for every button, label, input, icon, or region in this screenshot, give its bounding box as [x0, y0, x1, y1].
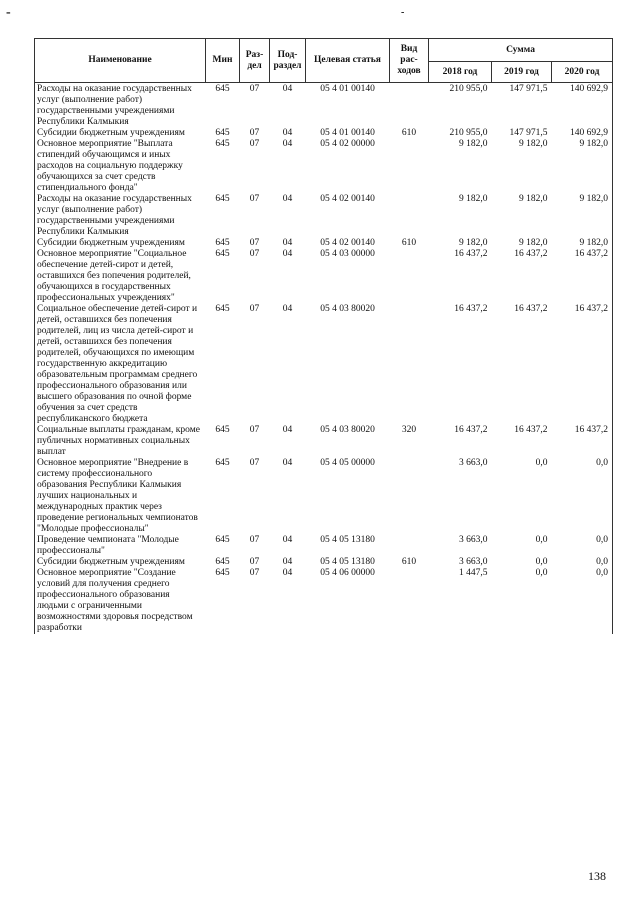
table-row [35, 238, 613, 249]
cell-vid [390, 568, 429, 634]
cell-sum-2018: 16 437,2 [454, 304, 488, 314]
cell-name: Субсидии бюджетным учреждениям [37, 128, 185, 138]
header-min: Мин [206, 39, 240, 83]
cell-name: Проведение чемпионата "Молодые профессионалы" [37, 535, 179, 556]
cell-razdel: 07 [249, 84, 260, 94]
cell-target: 05 4 03 80020 [320, 425, 375, 435]
cell-sum-2020: 9 182,0 [579, 238, 609, 248]
cell-razdel: 07 [249, 249, 260, 259]
cell-razdel: 07 [249, 194, 260, 204]
cell-razdel: 07 [249, 458, 260, 468]
cell-sum-2020: 16 437,2 [574, 425, 609, 435]
cell-razdel: 07 [249, 535, 260, 545]
cell-target: 05 4 02 00140 [320, 238, 375, 248]
cell-name: Субсидии бюджетным учреждениям [37, 557, 185, 567]
cell-target: 05 4 02 00140 [320, 194, 375, 204]
cell-podrazdel: 04 [282, 128, 293, 138]
cell-name: Основное мероприятие "Создание условий для получения среднего профессионального образования людьми с ограниченными возможностями здоровья посредством разработки [37, 568, 193, 633]
header-vid: Вид рас-ходов [390, 39, 429, 83]
cell-sum-2019: 0,0 [535, 535, 548, 545]
table-row [35, 425, 613, 458]
cell-sum-2019: 16 437,2 [514, 304, 548, 314]
cell-vid [390, 458, 429, 535]
table-body [35, 83, 613, 635]
header-razdel: Раз-дел [240, 39, 270, 83]
cell-sum-2018: 16 437,2 [454, 249, 488, 259]
page-number: 138 [588, 869, 606, 883]
cell-sum-2020: 140 692,9 [570, 128, 609, 138]
header-podrazdel: Под-раздел [270, 39, 306, 83]
cell-sum-2019: 0,0 [535, 557, 548, 567]
cell-podrazdel: 04 [282, 238, 293, 248]
cell-sum-2019: 9 182,0 [519, 238, 548, 248]
cell-podrazdel: 04 [282, 304, 293, 314]
cell-vid [390, 249, 429, 304]
cell-min: 645 [215, 425, 230, 435]
cell-vid [390, 535, 429, 557]
scan-mark-left: - [6, 5, 11, 20]
table-row [35, 194, 613, 238]
cell-min: 645 [215, 238, 230, 248]
cell-sum-2020: 16 437,2 [574, 249, 609, 259]
header-name: Наименование [35, 39, 206, 83]
cell-razdel: 07 [249, 238, 260, 248]
table-row [35, 249, 613, 304]
cell-target: 05 4 05 13180 [320, 535, 375, 545]
cell-min: 645 [215, 535, 230, 545]
cell-podrazdel: 04 [282, 557, 293, 567]
table-row [35, 139, 613, 194]
cell-podrazdel: 04 [282, 84, 293, 94]
cell-min: 645 [215, 458, 230, 468]
cell-sum-2020: 16 437,2 [574, 304, 609, 314]
cell-min: 645 [215, 194, 230, 204]
cell-name: Социальное обеспечение детей-сирот и детей, оставшихся без попечения родителей, лиц из числа детей-сирот и детей, оставшихся без попечения родителей, обучающихся по имеющим государственную аккредитацию образовательным программам среднего профессионального образования или высшего образования по очной форме обучения за счет средств республиканского бюджета [37, 304, 198, 424]
cell-podrazdel: 04 [282, 568, 293, 578]
cell-sum-2018: 1 447,5 [459, 568, 488, 578]
cell-target: 05 4 01 00140 [320, 84, 375, 94]
header-year-2019: 2019 год [492, 62, 552, 83]
cell-sum-2019: 16 437,2 [514, 425, 548, 435]
cell-vid: 320 [401, 425, 417, 435]
cell-target: 05 4 05 13180 [320, 557, 375, 567]
table-row [35, 568, 613, 634]
cell-name: Основное мероприятие "Выплата стипендий обучающимся и иных расходов на социальную поддержку обучающихся за счет средств стипендиального фонда" [37, 139, 183, 193]
cell-min: 645 [215, 568, 230, 578]
cell-sum-2019: 147 971,5 [509, 84, 548, 94]
table-row [35, 128, 613, 139]
header-sum: Сумма [429, 39, 613, 62]
cell-sum-2020: 0,0 [596, 557, 609, 567]
cell-sum-2018: 9 182,0 [459, 238, 488, 248]
scan-mark-center: - [401, 7, 405, 18]
cell-name: Расходы на оказание государственных услуг (выполнение работ) государственными учреждениями Республики Калмыкия [37, 84, 192, 127]
table-row [35, 458, 613, 535]
table-row [35, 304, 613, 425]
cell-target: 05 4 03 80020 [320, 304, 375, 314]
cell-podrazdel: 04 [282, 458, 293, 468]
cell-vid: 610 [401, 238, 417, 248]
header-year-2018: 2018 год [429, 62, 492, 83]
cell-sum-2019: 0,0 [535, 568, 548, 578]
cell-min: 645 [215, 139, 230, 149]
header-target: Целевая статья [306, 39, 390, 83]
cell-vid: 610 [401, 557, 417, 567]
cell-vid [390, 304, 429, 425]
cell-target: 05 4 05 00000 [320, 458, 375, 468]
cell-vid: 610 [401, 128, 417, 138]
cell-vid [390, 139, 429, 194]
cell-sum-2020: 0,0 [596, 535, 609, 545]
cell-podrazdel: 04 [282, 139, 293, 149]
cell-sum-2018: 16 437,2 [454, 425, 488, 435]
cell-razdel: 07 [249, 425, 260, 435]
cell-target: 05 4 03 00000 [320, 249, 375, 259]
cell-sum-2020: 0,0 [596, 458, 609, 468]
cell-sum-2018: 210 955,0 [449, 128, 488, 138]
cell-sum-2018: 9 182,0 [459, 139, 488, 149]
cell-sum-2018: 3 663,0 [459, 557, 488, 567]
cell-razdel: 07 [249, 128, 260, 138]
cell-sum-2019: 9 182,0 [519, 139, 548, 149]
header-year-2020: 2020 год [552, 62, 613, 83]
table-row [35, 83, 613, 129]
cell-sum-2020: 0,0 [596, 568, 609, 578]
table-header [35, 39, 613, 83]
cell-name: Основное мероприятие "Социальное обеспечение детей-сирот и детей, оставшихся без попечения родителей, обучающихся в государственных профессиональных учреждениях" [37, 249, 191, 303]
cell-vid [390, 83, 429, 129]
budget-table [34, 38, 613, 634]
cell-min: 645 [215, 128, 230, 138]
cell-name: Основное мероприятие "Внедрение в систему профессионального образования Республики Калмыкия лучших национальных и международных практик через проведение региональных чемпионатов "Молодые профессионалы" [37, 458, 198, 534]
cell-sum-2019: 0,0 [535, 458, 548, 468]
cell-sum-2020: 9 182,0 [579, 139, 609, 149]
cell-target: 05 4 02 00000 [320, 139, 375, 149]
cell-target: 05 4 06 00000 [320, 568, 375, 578]
cell-name: Социальные выплаты гражданам, кроме публичных нормативных социальных выплат [37, 425, 200, 457]
cell-min: 645 [215, 304, 230, 314]
table-row [35, 557, 613, 568]
cell-vid [390, 194, 429, 238]
cell-sum-2019: 9 182,0 [519, 194, 548, 204]
cell-min: 645 [215, 249, 230, 259]
cell-razdel: 07 [249, 304, 260, 314]
cell-sum-2020: 140 692,9 [570, 84, 609, 94]
cell-podrazdel: 04 [282, 425, 293, 435]
cell-podrazdel: 04 [282, 535, 293, 545]
cell-min: 645 [215, 84, 230, 94]
cell-sum-2019: 147 971,5 [509, 128, 548, 138]
cell-sum-2018: 3 663,0 [459, 535, 488, 545]
cell-name: Расходы на оказание государственных услуг (выполнение работ) государственными учреждениями Республики Калмыкия [37, 194, 192, 237]
cell-sum-2018: 3 663,0 [459, 458, 488, 468]
table-row [35, 535, 613, 557]
cell-target: 05 4 01 00140 [320, 128, 375, 138]
cell-sum-2019: 16 437,2 [514, 249, 548, 259]
cell-razdel: 07 [249, 568, 260, 578]
cell-sum-2018: 9 182,0 [459, 194, 488, 204]
cell-razdel: 07 [249, 139, 260, 149]
cell-sum-2020: 9 182,0 [579, 194, 609, 204]
cell-podrazdel: 04 [282, 249, 293, 259]
cell-name: Субсидии бюджетным учреждениям [37, 238, 185, 248]
cell-podrazdel: 04 [282, 194, 293, 204]
cell-razdel: 07 [249, 557, 260, 567]
cell-sum-2018: 210 955,0 [449, 84, 488, 94]
cell-min: 645 [215, 557, 230, 567]
